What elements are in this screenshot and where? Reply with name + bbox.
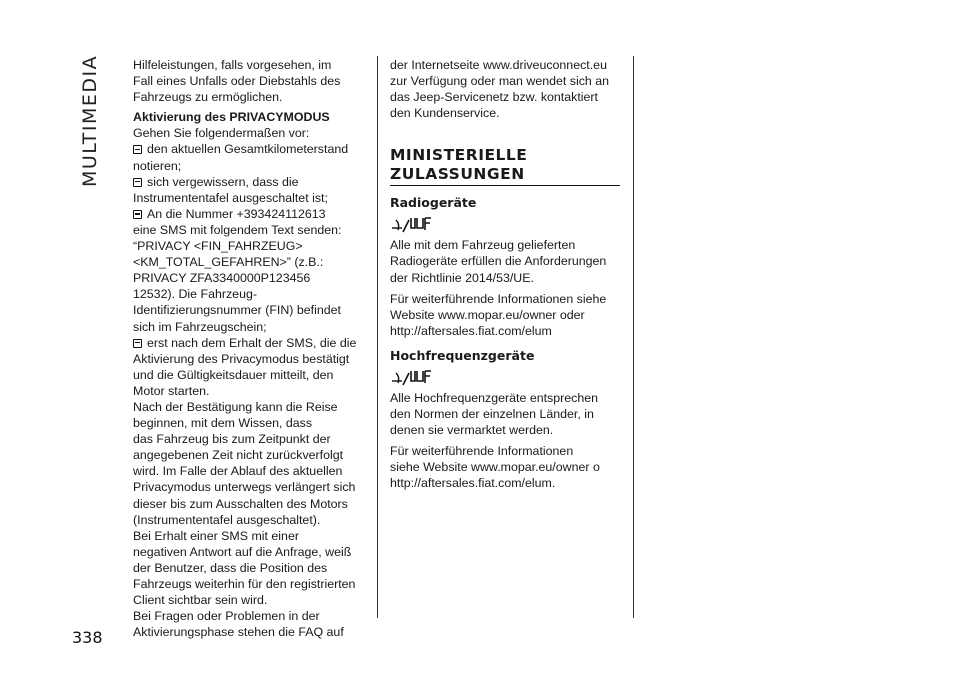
bullet-icon [133,339,142,348]
page-number: 338 [72,628,103,647]
list-item: den aktuellen Gesamtkilometerstand notieren; [133,142,349,173]
radio-signal-icon [390,367,434,387]
list-item: An die Nummer +393424112613 eine SMS mit folgendem Text senden: “PRIVACY <FIN_FAHRZEUG> <KM_TOTAL_GEFAHREN>” (z.B.: PRIVACY ZFA3340000P123456 12532). Die Fahrzeug- Identifizierungsnummer (FIN) befindet sich im Fahrzeugschein; [133,206,342,334]
paragraph: Nach der Bestätigung kann die Reise beginnen, mit dem Wissen, dass das Fahrzeug bis zum Zeitpunkt der angegebenen Zeit nicht zurückverfolgt wird. Im Falle der Ablauf des aktuellen Privacymodus unterwegs verlängert sich dieser bis zum Ausschalten des Motors (Instrumententafel ausgeschaltet). [133,399,356,527]
paragraph: Alle mit dem Fahrzeug gelieferten Radiogeräte erfüllen die Anforderungen der Richtlinie 2014/53/UE. [390,238,607,285]
paragraph: Bei Fragen oder Problemen in der Aktivierungsphase stehen die FAQ auf [133,609,344,640]
paragraph: der Internetseite www.driveuconnect.eu zur Verfügung oder man wendet sich an das Jeep-Servicenetz bzw. kontaktiert den Kundenservice. [390,58,610,121]
section-label: MULTIMEDIA [79,54,101,187]
column-divider [633,56,634,618]
radio-signal-icon [390,214,434,234]
list-item: sich vergewissern, dass die Instrumententafel ausgeschaltet ist; [133,174,328,205]
bullet-icon [133,210,142,219]
lead-text: Gehen Sie folgendermaßen vor: [133,126,310,141]
intro-text: Hilfeleistungen, falls vorgesehen, im Fall eines Unfalls oder Diebstahls des Fahrzeugs zu ermöglichen. [133,58,341,105]
paragraph: Für weiterführende Informationen siehe Website www.mopar.eu/owner o http://aftersales.fiat.com/elum. [390,444,600,491]
paragraph: Alle Hochfrequenzgeräte entsprechen den Normen der einzelnen Länder, in denen sie vermarktet werden. [390,390,599,438]
paragraph: Für weiterführende Informationen siehe Website www.mopar.eu/owner oder http://aftersales.fiat.com/elum [390,291,607,338]
radio-devices-heading: Radiogeräte [390,195,477,211]
text-column-left [133,57,368,640]
text-column-right [390,57,626,492]
bullet-icon [133,145,142,154]
privacy-subheading: Aktivierung des PRIVACYMODUS [133,110,330,125]
column-divider [377,56,378,618]
list-item: erst nach dem Erhalt der SMS, die die Aktivierung des Privacymodus bestätigt und die Gültigkeitsdauer mitteilt, den Motor starten. [133,335,357,398]
section-heading: MINISTERIELLE ZULASSUNGEN [390,146,620,186]
rf-devices-heading: Hochfrequenzgeräte [390,347,535,363]
paragraph: Bei Erhalt einer SMS mit einer negativen Antwort auf die Anfrage, weiß der Benutzer, dass die Position des Fahrzeugs weiterhin für den registrierten Client sichtbar sein wird. [133,528,356,608]
bullet-icon [133,178,142,187]
